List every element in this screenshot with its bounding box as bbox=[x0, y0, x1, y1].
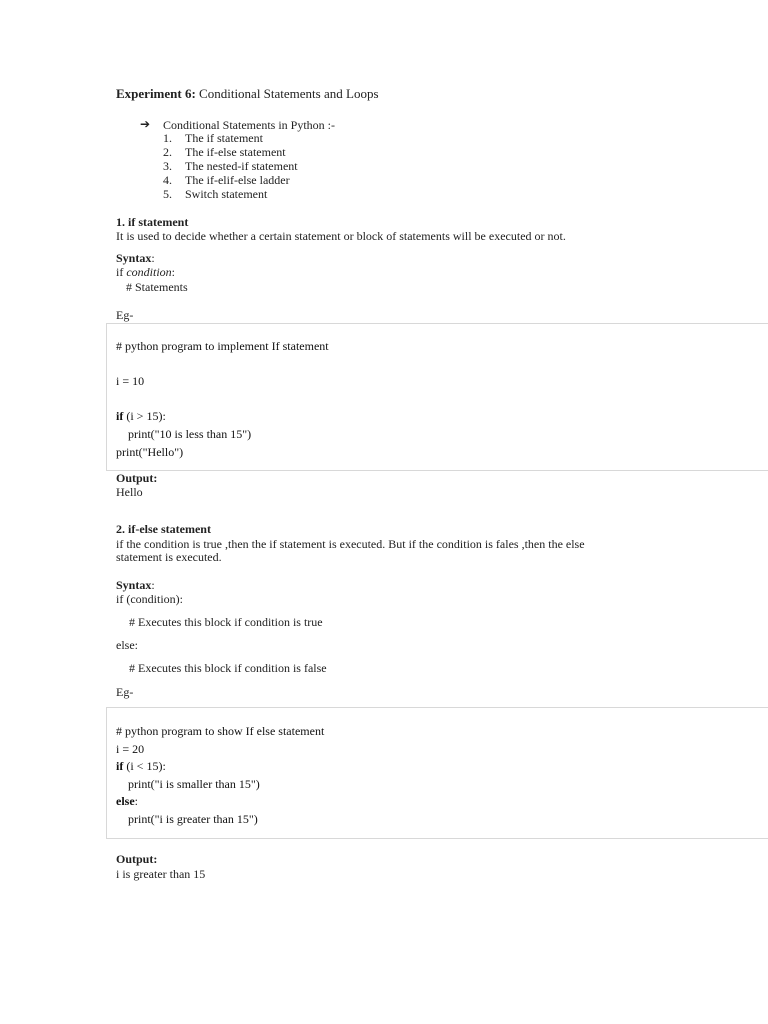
list-item-text: Switch statement bbox=[185, 187, 268, 201]
syntax-body: # Executes this block if condition is true bbox=[129, 615, 323, 629]
code-comment: # python program to implement If statement bbox=[116, 339, 329, 353]
code-text: : bbox=[134, 794, 138, 808]
code-comment: # python program to show If else statement bbox=[116, 724, 325, 738]
example-label: Eg- bbox=[116, 685, 134, 699]
code-line: print("i is greater than 15") bbox=[128, 812, 258, 826]
list-item-number: 3. bbox=[163, 159, 172, 173]
code-text: (i < 15): bbox=[123, 759, 166, 773]
syntax-label: Syntax bbox=[116, 251, 152, 265]
syntax-body: # Executes this block if condition is false bbox=[129, 661, 327, 675]
syntax-line: if (condition): bbox=[116, 592, 183, 606]
experiment-label: Experiment 6: bbox=[116, 86, 196, 101]
list-item-number: 2. bbox=[163, 145, 172, 159]
code-line bbox=[116, 759, 166, 773]
code-block bbox=[106, 707, 768, 839]
list-item bbox=[163, 173, 290, 187]
code-block bbox=[106, 323, 768, 471]
list-item bbox=[163, 187, 267, 201]
section-title-if: 1. if statement bbox=[116, 215, 189, 229]
example-label: Eg- bbox=[116, 308, 134, 322]
code-line: i = 10 bbox=[116, 374, 145, 388]
experiment-title: Conditional Statements and Loops bbox=[199, 86, 379, 101]
list-item-text: The if-elif-else ladder bbox=[185, 173, 290, 187]
list-item-text: The if-else statement bbox=[185, 145, 286, 159]
section-title-if-else: 2. if-else statement bbox=[116, 522, 211, 536]
code-line: print("Hello") bbox=[116, 445, 184, 459]
syntax-colon: : bbox=[151, 251, 155, 265]
syntax-body: # Statements bbox=[126, 280, 188, 294]
syntax-condition: condition bbox=[126, 265, 172, 279]
syntax-heading bbox=[116, 578, 155, 592]
code-line bbox=[116, 794, 138, 808]
code-line: print("10 is less than 15") bbox=[128, 427, 252, 441]
syntax-line bbox=[116, 265, 175, 279]
section-description-line: statement is executed. bbox=[116, 550, 222, 564]
code-text: (i > 15): bbox=[123, 409, 166, 423]
syntax-label: Syntax bbox=[116, 578, 152, 592]
code-keyword: if bbox=[116, 409, 124, 423]
code-keyword: if bbox=[116, 759, 124, 773]
code-line bbox=[116, 409, 166, 423]
arrow-bullet-icon: ➔ bbox=[140, 117, 151, 131]
list-item-number: 5. bbox=[163, 187, 172, 201]
list-item-number: 4. bbox=[163, 173, 172, 187]
output-label: Output: bbox=[116, 471, 158, 485]
page-heading bbox=[116, 87, 379, 101]
section-description-if: It is used to decide whether a certain statement or block of statements will be executed or not. bbox=[116, 229, 566, 243]
list-item-text: The nested-if statement bbox=[185, 159, 298, 173]
syntax-heading bbox=[116, 251, 155, 265]
syntax-colon-end: : bbox=[171, 265, 176, 279]
list-item bbox=[163, 159, 298, 173]
output-label: Output: bbox=[116, 852, 158, 866]
code-keyword: else bbox=[116, 794, 135, 808]
section-description-line: if the condition is true ,then the if statement is executed. But if the condition is fales ,then the else bbox=[116, 537, 585, 551]
list-item bbox=[163, 145, 286, 159]
code-line: i = 20 bbox=[116, 742, 145, 756]
list-item-number: 1. bbox=[163, 131, 172, 145]
syntax-line: else: bbox=[116, 638, 138, 652]
list-item bbox=[163, 131, 263, 145]
output-value: Hello bbox=[116, 485, 143, 499]
arrow-bullet-text: Conditional Statements in Python :- bbox=[163, 118, 335, 132]
list-item-text: The if statement bbox=[185, 131, 263, 145]
syntax-colon: : bbox=[151, 578, 155, 592]
syntax-if-keyword: if bbox=[116, 265, 127, 279]
code-line: print("i is smaller than 15") bbox=[128, 777, 260, 791]
output-value: i is greater than 15 bbox=[116, 867, 206, 881]
